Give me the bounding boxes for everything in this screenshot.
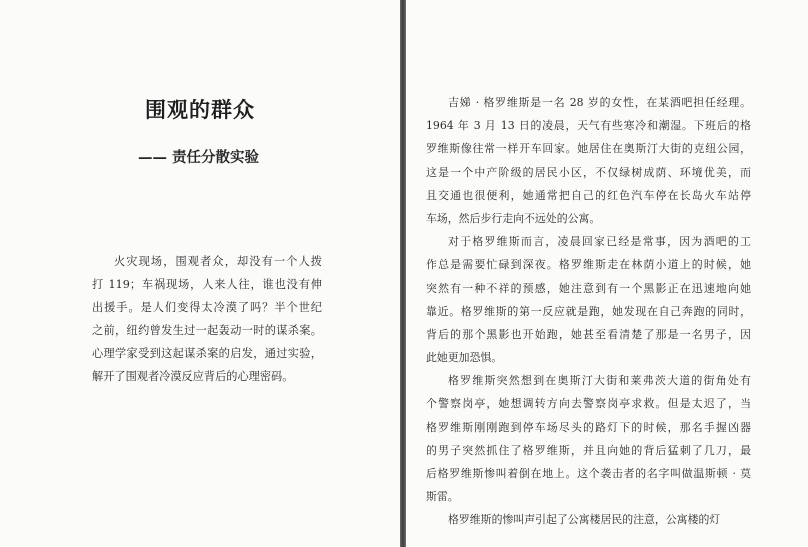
chapter-intro xyxy=(92,250,322,388)
body-line: 格罗维斯突然想到在奥斯汀大街和莱弗茨大道的街角处有 xyxy=(448,374,751,388)
body-line: 靠近。格罗维斯的第一反应就是跑，她发现在自己奔跑的同时， xyxy=(426,304,751,318)
body-line: 罗维斯像往常一样开车回家。她居住在奥斯汀大街的克纽公园， xyxy=(426,142,751,156)
body-line: 斯雷。 xyxy=(426,490,459,504)
chapter-title: 围观的群众 xyxy=(145,97,255,122)
body-line: 1964 年 3 月 13 日的凌晨，天气有些寒冷和潮湿。下班后的格 xyxy=(426,119,751,133)
body-line: 背后的那个黑影也开始跑，她甚至看清楚了那是一名男子，因 xyxy=(426,327,751,341)
chapter-subtitle: —— 责任分散实验 xyxy=(138,149,260,166)
body-line: 突然有一种不祥的预感，她注意到有一个黑影正在迅速地向她 xyxy=(426,281,751,295)
intro-line: 之前，纽约曾发生过一起轰动一时的谋杀案。 xyxy=(92,324,322,337)
intro-line: 火灾现场，围观者众，却没有一个人拨 xyxy=(114,255,322,268)
body-line: 个警察岗亭，她想调转方向去警察岗亭求救。但是太迟了，当 xyxy=(426,397,751,411)
body-line: 格罗维斯的惨叫声引起了公寓楼居民的注意，公寓楼的灯 xyxy=(448,513,721,527)
body-line: 车场，然后步行走向不远处的公寓。 xyxy=(426,211,601,225)
body-line: 对于格罗维斯而言，凌晨回家已经是常事，因为酒吧的工 xyxy=(448,235,751,249)
intro-line: 心理学家受到这起谋杀案的启发，通过实验， xyxy=(92,347,322,360)
left-page xyxy=(0,0,400,547)
body-line: 格罗维斯刚刚跑到停车场尽头的路灯下的时候，那名手握凶器 xyxy=(426,420,751,434)
body-line: 且交通也很便利，她通常把自己的红色汽车停在长岛火车站停 xyxy=(426,188,751,202)
intro-line: 出援手。是人们变得太冷漠了吗？半个世纪 xyxy=(92,301,322,314)
body-text xyxy=(426,91,751,532)
intro-line: 打 119；车祸现场，人来人往，谁也没有伸 xyxy=(92,278,322,291)
body-line: 此她更加恐惧。 xyxy=(426,351,503,365)
body-line: 后格罗维斯惨叫着倒在地上。这个袭击者的名字叫做温斯顿 · 莫 xyxy=(426,467,751,480)
body-line: 的男子突然抓住了格罗维斯，并且向她的背后猛刺了几刀，最 xyxy=(426,443,751,457)
body-line: 这是一个中产阶级的居民小区，不仅绿树成荫、环境优美，而 xyxy=(426,165,751,179)
right-page xyxy=(406,0,808,547)
intro-line: 解开了围观者冷漠反应背后的心理密码。 xyxy=(92,370,294,383)
body-line: 作总是需要忙碌到深夜。格罗维斯走在林荫小道上的时候，她 xyxy=(426,258,751,272)
body-line: 吉娣 · 格罗维斯是一名 28 岁的女性，在某酒吧担任经理。 xyxy=(448,96,751,109)
